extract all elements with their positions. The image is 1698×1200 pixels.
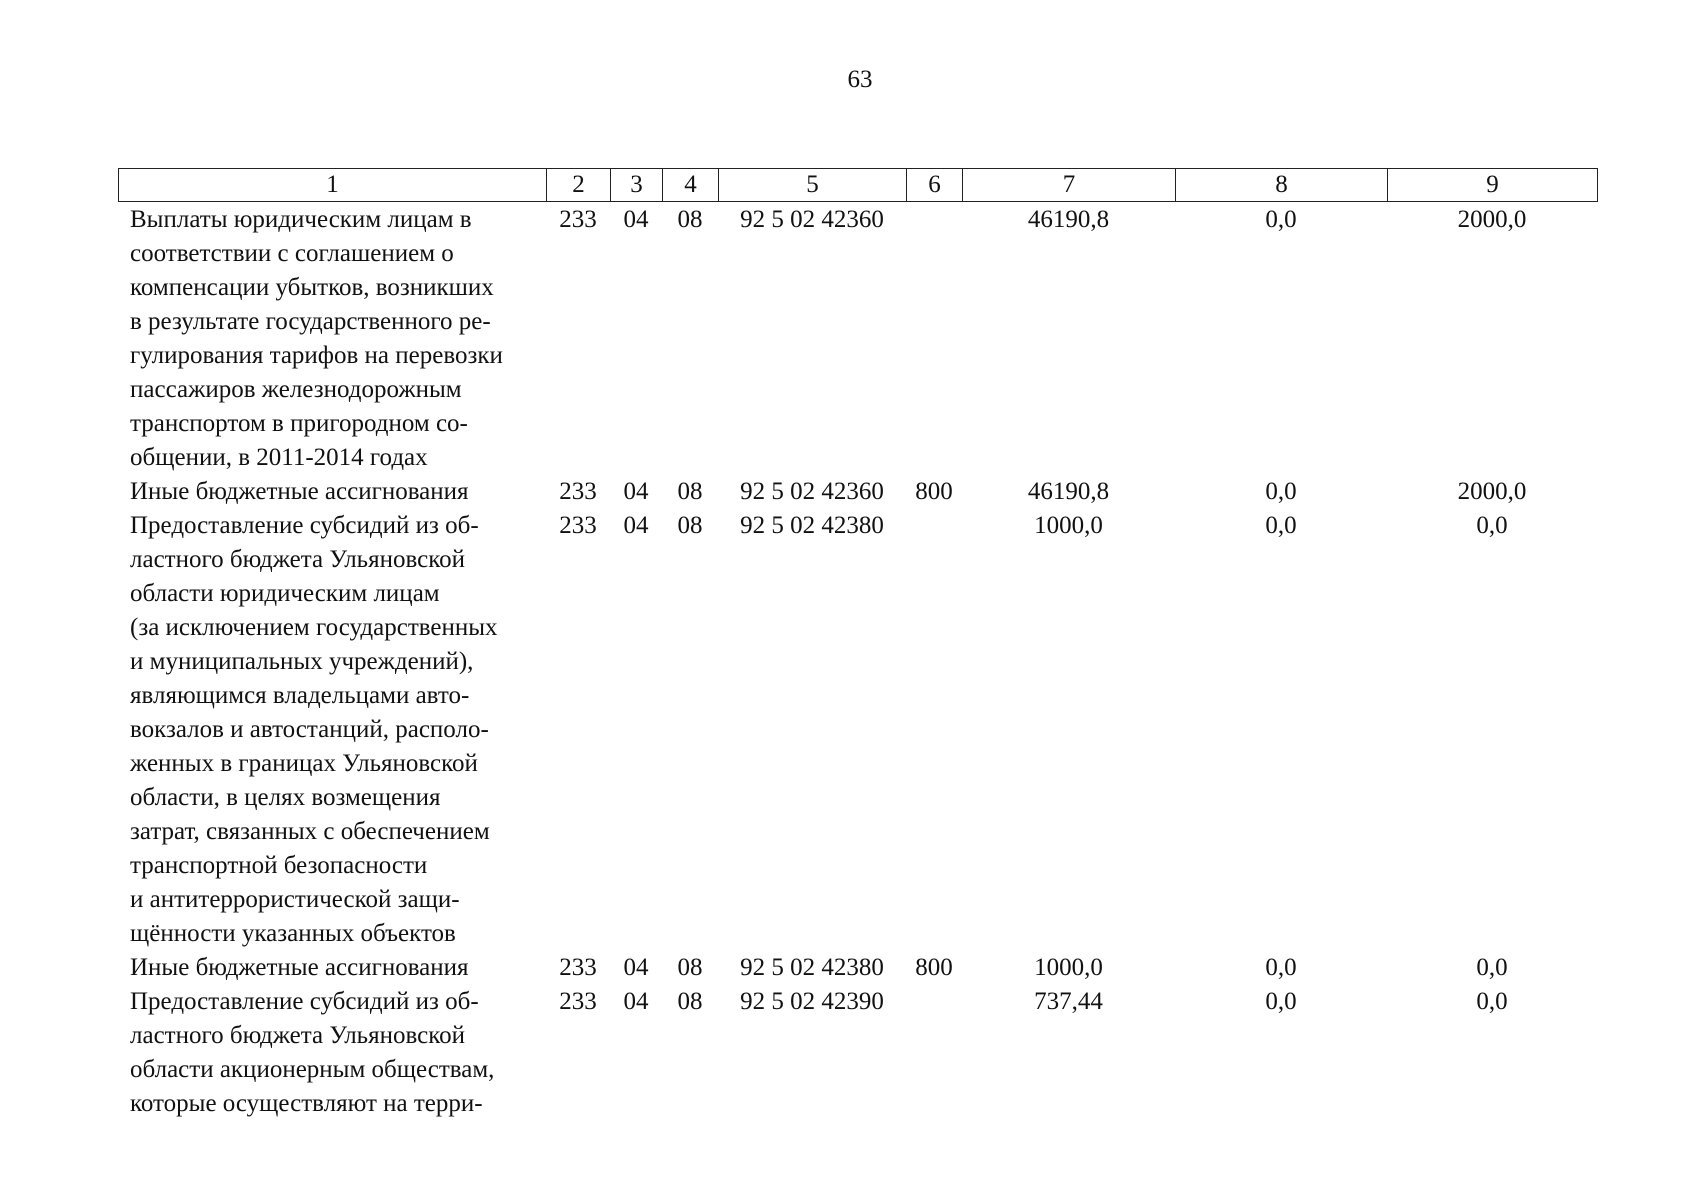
expense-type-code: 800 bbox=[915, 954, 953, 981]
amount-col-7: 1000,0 bbox=[1034, 954, 1103, 981]
section-code: 04 bbox=[623, 206, 649, 233]
amount-col-9: 0,0 bbox=[1476, 512, 1508, 539]
target-item-code: 92 5 02 42380 bbox=[740, 512, 884, 539]
description-line: женных в границах Ульяновской bbox=[130, 750, 478, 777]
section-code: 04 bbox=[623, 988, 649, 1015]
description-line: затрат, связанных с обеспечением bbox=[130, 818, 490, 845]
column-header-table bbox=[118, 168, 1598, 202]
target-item-code: 92 5 02 42380 bbox=[740, 954, 884, 981]
header-cell-7: 7 bbox=[963, 169, 1176, 202]
section-code: 04 bbox=[623, 512, 649, 539]
table-row bbox=[118, 951, 1612, 985]
description-line: соответствии с соглашением о bbox=[130, 240, 454, 267]
target-item-code: 92 5 02 42360 bbox=[740, 206, 884, 233]
row-description bbox=[118, 475, 546, 509]
description-line: компенсации убытков, возникших bbox=[130, 274, 494, 301]
header-cell-1: 1 bbox=[119, 169, 547, 202]
table-row bbox=[118, 509, 1612, 951]
amount-col-8: 0,0 bbox=[1265, 206, 1297, 233]
description-line: пассажиров железнодорожным bbox=[130, 376, 462, 403]
amount-col-8: 0,0 bbox=[1265, 478, 1297, 505]
table-row bbox=[118, 475, 1612, 509]
description-line: щённости указанных объектов bbox=[130, 920, 456, 947]
page-number: 63 bbox=[847, 66, 873, 93]
amount-col-8: 0,0 bbox=[1265, 954, 1297, 981]
header-cell-3: 3 bbox=[611, 169, 663, 202]
header-cell-6: 6 bbox=[907, 169, 963, 202]
description-line: и антитеррористической защи- bbox=[130, 886, 460, 913]
ministry-code: 233 bbox=[559, 478, 597, 505]
description-line: ластного бюджета Ульяновской bbox=[130, 1022, 465, 1049]
row-description bbox=[118, 203, 546, 475]
target-item-code: 92 5 02 42390 bbox=[740, 988, 884, 1015]
row-description bbox=[118, 509, 546, 951]
section-code: 04 bbox=[623, 478, 649, 505]
subsection-code: 08 bbox=[677, 206, 703, 233]
description-line: (за исключением государственных bbox=[130, 614, 498, 641]
amount-col-9: 2000,0 bbox=[1457, 206, 1527, 233]
target-item-code: 92 5 02 42360 bbox=[740, 478, 884, 505]
description-line: Иные бюджетные ассигнования bbox=[130, 954, 469, 981]
subsection-code: 08 bbox=[677, 988, 703, 1015]
amount-col-8: 0,0 bbox=[1265, 988, 1297, 1015]
description-line: Иные бюджетные ассигнования bbox=[130, 478, 469, 505]
amount-col-9: 0,0 bbox=[1476, 988, 1508, 1015]
amount-col-8: 0,0 bbox=[1265, 512, 1297, 539]
table-row bbox=[118, 985, 1612, 1121]
amount-col-9: 0,0 bbox=[1476, 954, 1508, 981]
header-cell-9: 9 bbox=[1388, 169, 1598, 202]
expense-type-code: 800 bbox=[915, 478, 953, 505]
row-description bbox=[118, 951, 546, 985]
subsection-code: 08 bbox=[677, 478, 703, 505]
amount-col-7: 1000,0 bbox=[1034, 512, 1103, 539]
section-code: 04 bbox=[623, 954, 649, 981]
header-row bbox=[119, 169, 1598, 202]
description-line: Выплаты юридическим лицам в bbox=[130, 206, 472, 233]
ministry-code: 233 bbox=[559, 206, 597, 233]
description-line: и муниципальных учреждений), bbox=[130, 648, 474, 675]
header-cell-4: 4 bbox=[663, 169, 719, 202]
amount-col-7: 46190,8 bbox=[1027, 206, 1110, 233]
table-body bbox=[118, 203, 1612, 1121]
subsection-code: 08 bbox=[677, 954, 703, 981]
header-cell-8: 8 bbox=[1176, 169, 1388, 202]
description-line: области юридическим лицам bbox=[130, 580, 440, 607]
ministry-code: 233 bbox=[559, 954, 597, 981]
description-line: гулирования тарифов на перевозки bbox=[130, 342, 503, 369]
table-row bbox=[118, 203, 1612, 475]
subsection-code: 08 bbox=[677, 512, 703, 539]
header-cell-5: 5 bbox=[719, 169, 907, 202]
description-line: являющимся владельцами авто- bbox=[130, 682, 470, 709]
description-line: ластного бюджета Ульяновской bbox=[130, 546, 465, 573]
row-description bbox=[118, 985, 546, 1121]
description-line: транспортной безопасности bbox=[130, 852, 428, 879]
description-line: транспортом в пригородном со- bbox=[130, 410, 468, 437]
ministry-code: 233 bbox=[559, 988, 597, 1015]
description-line: общении, в 2011-2014 годах bbox=[130, 444, 428, 471]
ministry-code: 233 bbox=[559, 512, 597, 539]
description-line: области акционерным обществам, bbox=[130, 1056, 495, 1083]
description-line: вокзалов и автостанций, располо- bbox=[130, 716, 489, 743]
description-line: которые осуществляют на терри- bbox=[130, 1090, 483, 1117]
description-line: Предоставление субсидий из об- bbox=[130, 988, 479, 1015]
amount-col-7: 46190,8 bbox=[1027, 478, 1110, 505]
amount-col-9: 2000,0 bbox=[1457, 478, 1527, 505]
description-line: области, в целях возмещения bbox=[130, 784, 441, 811]
header-cell-2: 2 bbox=[547, 169, 611, 202]
description-line: в результате государственного ре- bbox=[130, 308, 491, 335]
amount-col-7: 737,44 bbox=[1034, 988, 1103, 1015]
description-line: Предоставление субсидий из об- bbox=[130, 512, 479, 539]
